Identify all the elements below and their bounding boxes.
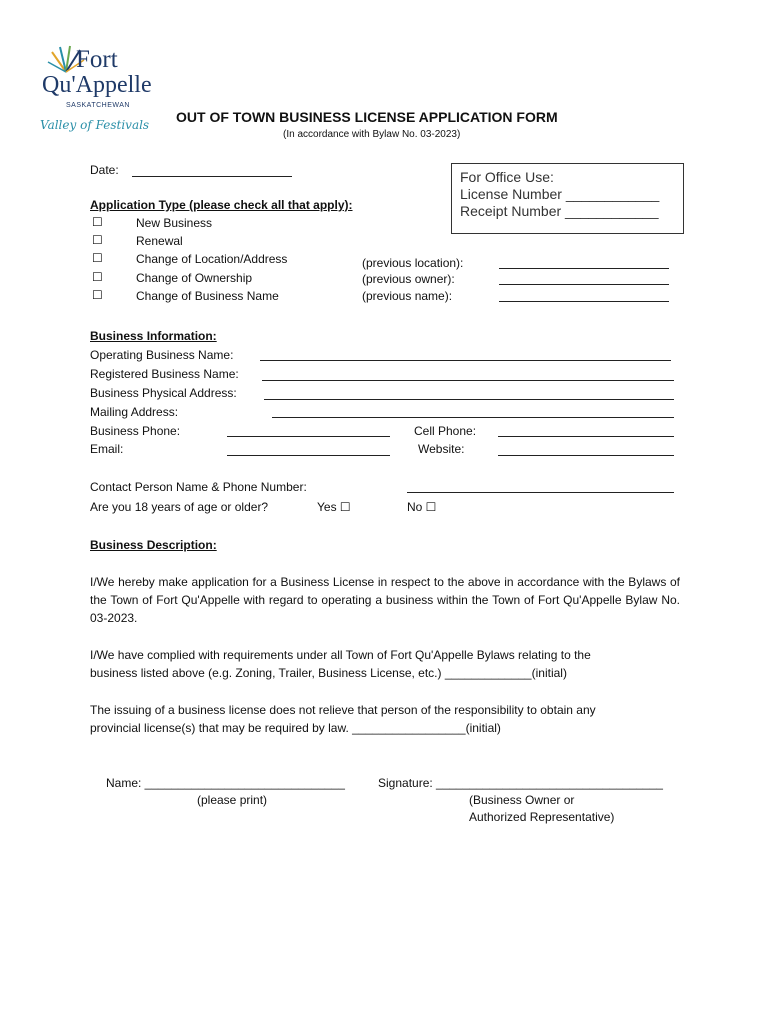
business-phone-label: Business Phone: xyxy=(90,424,181,438)
registered-name-field[interactable] xyxy=(262,380,674,381)
date-field[interactable] xyxy=(132,176,292,177)
previous-name-field[interactable] xyxy=(499,301,669,302)
age-yes-checkbox[interactable]: Yes ☐ xyxy=(317,500,351,514)
signature-hint-1: (Business Owner or xyxy=(469,793,575,807)
date-label: Date: xyxy=(90,163,119,177)
checkbox-change-ownership[interactable]: ☐ xyxy=(92,270,103,284)
checkbox-renewal[interactable]: ☐ xyxy=(92,233,103,247)
license-number-label: License Number ____________ xyxy=(460,186,660,202)
option-label: Renewal xyxy=(136,234,183,248)
checkbox-change-location[interactable]: ☐ xyxy=(92,251,103,265)
mailing-address-field[interactable] xyxy=(272,417,674,418)
operating-name-label: Operating Business Name: xyxy=(90,348,234,362)
signature-hint-2: Authorized Representative) xyxy=(469,810,615,824)
name-hint: (please print) xyxy=(197,793,268,807)
option-label: New Business xyxy=(136,216,213,230)
checkbox-change-name[interactable]: ☐ xyxy=(92,288,103,302)
age-no-checkbox[interactable]: No ☐ xyxy=(407,500,437,514)
previous-location-label: (previous location): xyxy=(362,256,464,270)
previous-owner-field[interactable] xyxy=(499,284,669,285)
option-label: Change of Business Name xyxy=(136,289,279,303)
mailing-address-label: Mailing Address: xyxy=(90,405,179,419)
form-title: OUT OF TOWN BUSINESS LICENSE APPLICATION FORM xyxy=(176,109,558,125)
form-subtitle: (In accordance with Bylaw No. 03-2023) xyxy=(283,129,461,140)
registered-name-label: Registered Business Name: xyxy=(90,367,239,381)
email-label: Email: xyxy=(90,442,124,456)
contact-label: Contact Person Name & Phone Number: xyxy=(90,480,307,494)
previous-owner-label: (previous owner): xyxy=(362,272,455,286)
operating-name-field[interactable] xyxy=(260,360,671,361)
statement-provincial-line-1: The issuing of a business license does not relieve that person of the responsibility to obtain any xyxy=(90,703,596,717)
option-label: Change of Ownership xyxy=(136,271,253,285)
office-use-title: For Office Use: xyxy=(460,169,554,185)
website-label: Website: xyxy=(418,442,465,456)
physical-address-label: Business Physical Address: xyxy=(90,386,237,400)
statement-compliance-line-2: business listed above (e.g. Zoning, Trailer, Business License, etc.) _____________(initial) xyxy=(90,666,567,680)
application-type-heading: Application Type (please check all that apply): xyxy=(90,198,353,212)
business-description-heading: Business Description: xyxy=(90,538,217,552)
logo-line-2: Qu'Appelle xyxy=(42,72,152,98)
email-field[interactable] xyxy=(227,455,390,456)
business-phone-field[interactable] xyxy=(227,436,390,437)
cell-phone-label: Cell Phone: xyxy=(414,424,477,438)
website-field[interactable] xyxy=(498,455,674,456)
statement-application: I/We hereby make application for a Business License in respect to the above in accordance with the Bylaws of the Town of Fort Qu'Appelle with regard to operating a business within the Town of Fort Qu'Appelle Bylaw No. 03-2023. xyxy=(90,575,680,625)
logo-line-1: Fort xyxy=(76,46,118,73)
business-info-heading: Business Information: xyxy=(90,329,217,343)
physical-address-field[interactable] xyxy=(264,399,674,400)
receipt-number-label: Receipt Number ____________ xyxy=(460,203,659,219)
name-field[interactable]: Name: ______________________________ xyxy=(106,776,345,790)
statement-provincial-line-2: provincial license(s) that may be required by law. _________________(initial) xyxy=(90,721,501,735)
logo-province: SASKATCHEWAN xyxy=(66,102,130,109)
checkbox-new-business[interactable]: ☐ xyxy=(92,215,103,229)
previous-location-field[interactable] xyxy=(499,268,669,269)
contact-field[interactable] xyxy=(407,492,674,493)
statement-compliance-line-1: I/We have complied with requirements under all Town of Fort Qu'Appelle Bylaws relating to the xyxy=(90,648,591,662)
office-use-box xyxy=(451,163,684,234)
cell-phone-field[interactable] xyxy=(498,436,674,437)
previous-name-label: (previous name): xyxy=(362,289,453,303)
signature-field[interactable]: Signature: __________________________________ xyxy=(378,776,663,790)
town-logo xyxy=(40,44,165,140)
logo-tagline: Valley of Festivals xyxy=(40,118,150,132)
age-question: Are you 18 years of age or older? xyxy=(90,500,269,514)
option-label: Change of Location/Address xyxy=(136,252,288,266)
